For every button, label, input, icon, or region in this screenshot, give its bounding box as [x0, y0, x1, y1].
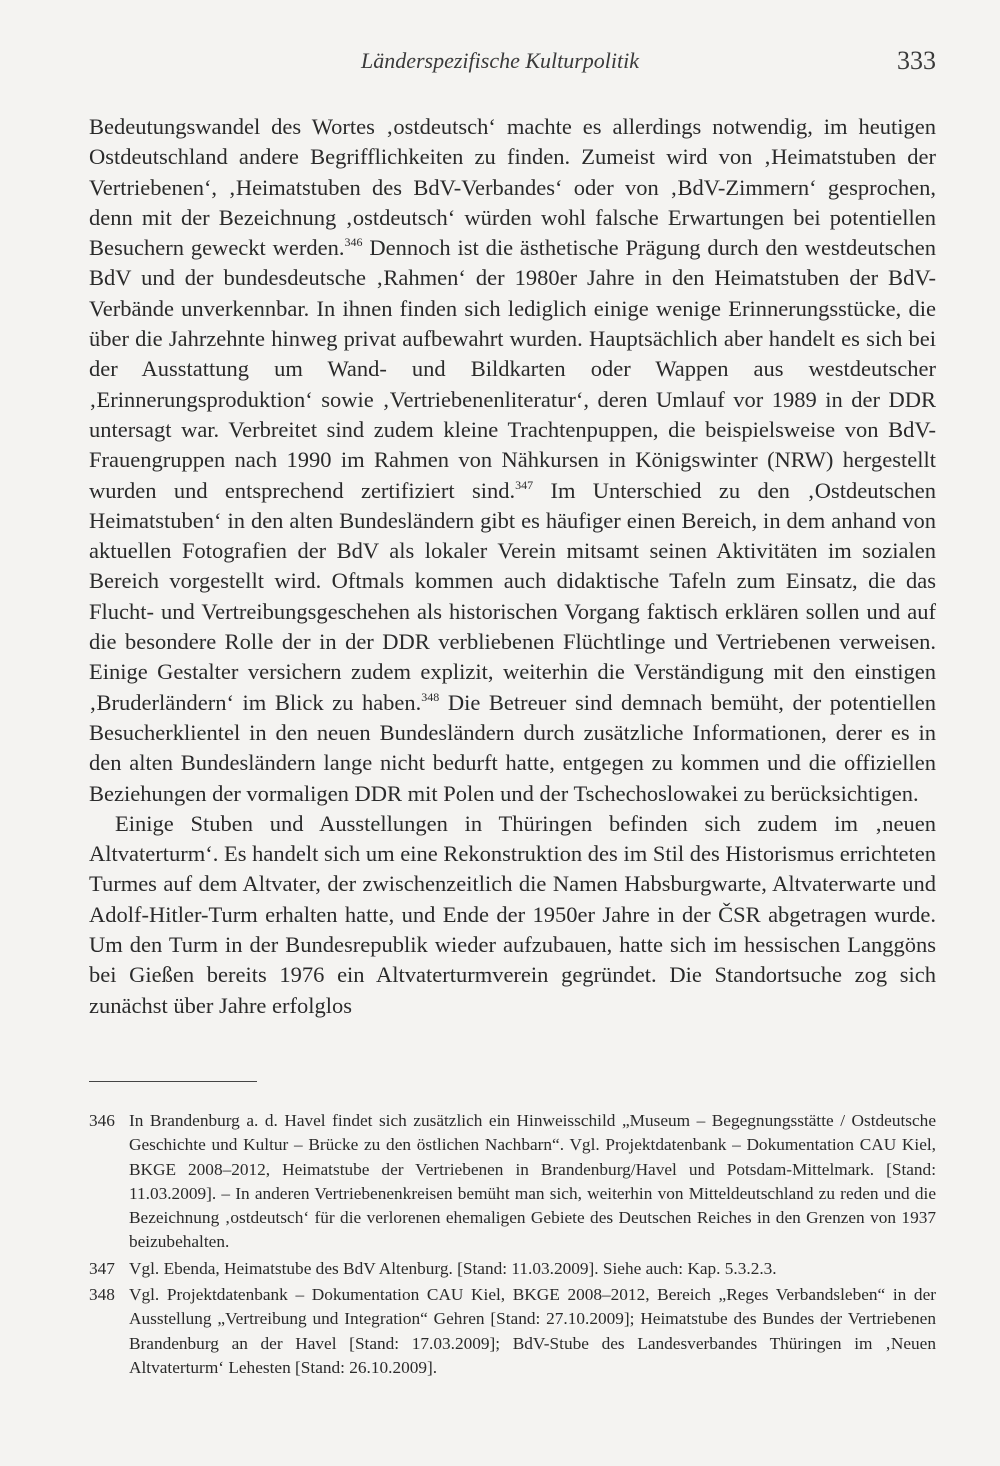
footnote-reference-348: 348 — [421, 689, 440, 704]
paragraph-1-part-c: Im Unterschied zu den ‚Ostdeutschen Heimatstuben‘ in den alten Bundesländern gibt es häufiger einen Bereich, in dem anhand von aktuellen Fotografien der BdV als lokaler Verein mitsamt seinen Aktivitäten im sozialen Bereich vorgestellt wird. Oftmals kommen auch didaktische Tafeln zum Einsatz, die das Flucht- und Vertreibungsgeschehen als historischen Vorgang faktisch erklären sollen und auf die besondere Rolle der in der DDR verbliebenen Flüchtlinge und Vertriebenen verweisen. Einige Gestalter versichern zudem explizit, weiterhin die Verständigung mit den einstigen ‚Bruderländern‘ im Blick zu haben. — [89, 477, 936, 715]
footnote-346 — [89, 1109, 936, 1255]
footnote-number: 346 — [89, 1111, 115, 1130]
footnote-number: 347 — [89, 1258, 115, 1278]
footnote-reference-347: 347 — [515, 477, 534, 492]
paragraph-1-part-b: Dennoch ist die ästhetische Prägung durch den westdeutschen BdV und der bundesdeutsche ‚Rahmen‘ der 1980er Jahre in den Heimatstuben der BdV-Verbände unverkennbar. In ihnen finden sich lediglich einige wenige Erinnerungsstücke, die über die Jahrzehnte hinweg privat aufbewahrt wurden. Hauptsächlich aber handelt es sich bei der Ausstattung um Wand- und Bildkarten oder Wappen aus westdeutscher ‚Erinnerungsproduktion‘ sowie ‚Vertriebenenliteratur‘, deren Umlauf vor 1989 in der DDR untersagt war. Verbreitet sind zudem kleine Trachtenpuppen, die beispielsweise von BdV-Frauengruppen nach 1990 im Rahmen von Nähkursen in Königswinter (NRW) hergestellt wurden und entsprechend zertifiziert sind. — [89, 235, 936, 503]
footnote-reference-346: 346 — [344, 235, 363, 250]
main-text — [89, 112, 936, 1021]
paragraph-2: Einige Stuben und Ausstellungen in Thüringen befinden sich zudem im ‚neuen Altvaterturm‘. Es handelt sich um eine Rekonstruktion des im Stil des Historismus errichteten Turmes auf dem Altvater, der zwischenzeitlich die Namen Habsburgwarte, Altvaterwarte und Adolf-Hitler-Turm erhalten hatte, und Ende der 1950er Jahre in der ČSR abgetragen wurde. Um den Turm in der Bundesrepublik wieder aufzubauen, hatte sich im hessischen Langgöns bei Gießen bereits 1976 ein Altvaterturmverein gegründet. Die Standortsuche zog sich zunächst über Jahre erfolglos — [89, 810, 936, 1018]
footnote-347 — [89, 1257, 936, 1281]
footnotes — [89, 1109, 936, 1382]
footnote-348 — [89, 1283, 936, 1380]
page-number: 333 — [897, 46, 936, 75]
paragraph-1-part-d: Die Betreuer sind demnach bemüht, der potentiellen Besucherklientel in den neuen Bundesländern durch zusätzliche Informationen, derer es in den alten Bundesländern lange nicht bedurft hatte, entgegen zu kommen und die offiziellen Beziehungen der vormaligen DDR mit Polen und der Tschechoslowakei zu berücksichtigen. — [89, 689, 937, 806]
footnote-text: In Brandenburg a. d. Havel findet sich zusätzlich ein Hinweisschild „Museum – Begegnungsstätte / Ostdeutsche Geschichte und Kultur – Brücke zu den östlichen Nachbarn“. Vgl. Projektdatenbank – Dokumentation CAU Kiel, BKGE 2008–2012, Heimatstube der Vertriebenen in Brandenburg/Havel und Potsdam-Mittelmark. [Stand: 11.03.2009]. – In anderen Vertriebenenkreisen bemüht man sich, weiterhin von Mitteldeutschland zu reden und die Bezeichnung ‚ostdeutsch‘ für die verlorenen ehemaligen Gebiete des Deutschen Reiches in den Grenzen von 1937 beizubehalten. — [129, 1111, 936, 1252]
footnote-number: 348 — [89, 1285, 115, 1305]
footnote-text: Vgl. Ebenda, Heimatstube des BdV Altenburg. [Stand: 11.03.2009]. Siehe auch: Kap. 5.3.2.3. — [129, 1258, 777, 1278]
paragraph-1-part-a: Bedeutungswandel des Wortes ‚ostdeutsch‘ machte es allerdings notwendig, im heutigen Ostdeutschland andere Begrifflichkeiten zu finden. Zumeist wird von ‚Heimatstuben der Vertriebenen‘, ‚Heimatstuben des BdV-Verbandes‘ oder von ‚BdV-Zimmern‘ gesprochen, denn mit der Bezeichnung ‚ostdeutsch‘ würden wohl falsche Erwartungen bei potentiellen Besuchern geweckt werden. — [89, 114, 936, 261]
footnote-text: Vgl. Projektdatenbank – Dokumentation CAU Kiel, BKGE 2008–2012, Bereich „Reges Verbandsleben“ in der Ausstellung „Vertreibung und Integration“ Gehren [Stand: 27.10.2009]; Heimatstube des Bundes der Vertriebenen Brandenburg an der Havel [Stand: 17.03.2009]; BdV-Stube des Landesverbandes Thüringen im ‚Neuen Altvaterturm‘ Lehesten [Stand: 26.10.2009]. — [129, 1285, 936, 1377]
paragraph-1 — [89, 112, 936, 809]
running-title: Länderspezifische Kulturpolitik — [360, 48, 640, 73]
footnote-separator — [89, 1081, 257, 1082]
